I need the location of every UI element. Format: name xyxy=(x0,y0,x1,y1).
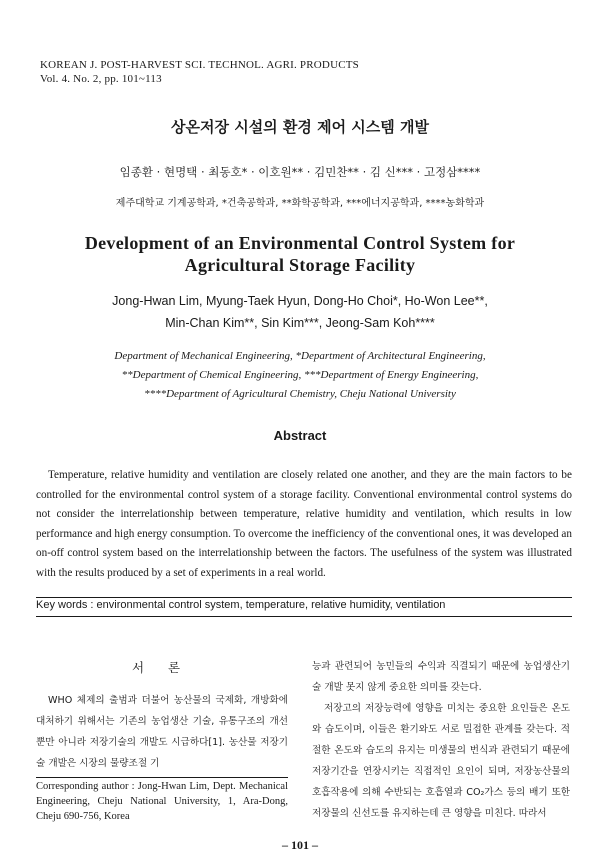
english-authors-line2: Min-Chan Kim**, Sin Kim***, Jeong-Sam Koh**** xyxy=(165,316,435,330)
abstract-heading: Abstract xyxy=(273,428,327,443)
english-title-line2: Agricultural Storage Facility xyxy=(184,255,416,275)
journal-volume-info: Vol. 4. No. 2, pp. 101~113 xyxy=(40,73,162,85)
abstract-text: Temperature, relative humidity and ventilation are closely related one another, and they are the main factors to be controlled for the environmental control system of a storage facility. Conventional environmental control systems do not consider the interrelationship between temperature, relative humidity and ventilation, which results in low performance and high energy consumption. To overcome the inefficiency of the conventional ones, it was developed an on-off control system based on the interrelationship between the factors. The usefulness of the system was illustrated with the results produced by a set of experiments in a real world. xyxy=(36,469,572,579)
corresponding-author-footnote: Corresponding author : Jong-Hwan Lim, Dept. Mechanical Engineering, Cheju National University, 1, Ara-Dong, Cheju 690-756, Korea xyxy=(36,781,288,822)
intro-left-paragraph: WHO 체제의 출범과 더불어 농산물의 국제화, 개방화에 대처하기 위해서는 기존의 농업생산 기술, 유통구조의 개선뿐만 아니라 저장기술의 개발도 시급하다[1]. 농산물 저장기술 개발은 시장의 물량조절 기 xyxy=(36,695,288,769)
footnote-rule xyxy=(36,777,288,778)
english-title xyxy=(40,232,560,276)
english-authors-line1: Jong-Hwan Lim, Myung-Taek Hyun, Dong-Ho Choi*, Ho-Won Lee**, xyxy=(112,294,488,308)
english-affil-line2: **Department of Chemical Engineering, ***Department of Energy Engineering, xyxy=(121,369,479,381)
english-affil-line1: Department of Mechanical Engineering, *Department of Architectural Engineering, xyxy=(114,350,486,362)
keywords-line xyxy=(36,599,572,611)
keywords-label: Key words : xyxy=(36,599,94,611)
journal-header xyxy=(40,58,359,86)
korean-authors: 임종환 · 현명택 · 최동호* · 이호원** · 김민찬** · 김 신*** · 고정삼**** xyxy=(119,165,481,179)
keywords-text: environmental control system, temperature, relative humidity, ventilation xyxy=(96,599,446,611)
korean-title: 상온저장 시설의 환경 제어 시스템 개발 xyxy=(171,118,429,136)
intro-right-paragraph-2: 저장고의 저장능력에 영향을 미치는 중요한 요인들은 온도와 습도이며, 이들은 환기와도 서로 밀접한 관계를 갖는다. 적절한 온도와 습도의 유지는 미생물의 번식과 관련되기 때문에 저장기간을 연장시키는 직접적인 요인이 되며, 저장농산물의 호흡작용에 의해 수반되는 호흡열과 CO₂가스 등의 배기 또한 저장물의 신선도를 유지하는데 큰 영향을 미친다. 따라서 xyxy=(312,703,570,819)
english-affiliations xyxy=(40,347,560,404)
page-number: – 101 – xyxy=(282,838,318,852)
korean-affiliations: 제주대학교 기계공학과, *건축공학과, **화학공학과, ***에너지공학과, ****농화학과 xyxy=(115,198,485,209)
english-authors xyxy=(60,290,540,334)
journal-name: KOREAN J. POST-HARVEST SCI. TECHNOL. AGRI. PRODUCTS xyxy=(40,59,359,71)
section-heading-introduction: 서 론 xyxy=(131,660,191,675)
keywords-bottom-rule xyxy=(36,616,572,617)
intro-right-paragraph-1: 능과 관련되어 농민들의 수익과 직결되기 때문에 농업생산기술 개발 못지 않게 중요한 의미를 갖는다. xyxy=(312,661,570,693)
english-affil-line3: ****Department of Agricultural Chemistry, Cheju National University xyxy=(144,388,456,400)
english-title-line1: Development of an Environmental Control System for xyxy=(84,233,516,253)
intro-right-column xyxy=(312,656,570,824)
keywords-top-rule xyxy=(36,597,572,598)
